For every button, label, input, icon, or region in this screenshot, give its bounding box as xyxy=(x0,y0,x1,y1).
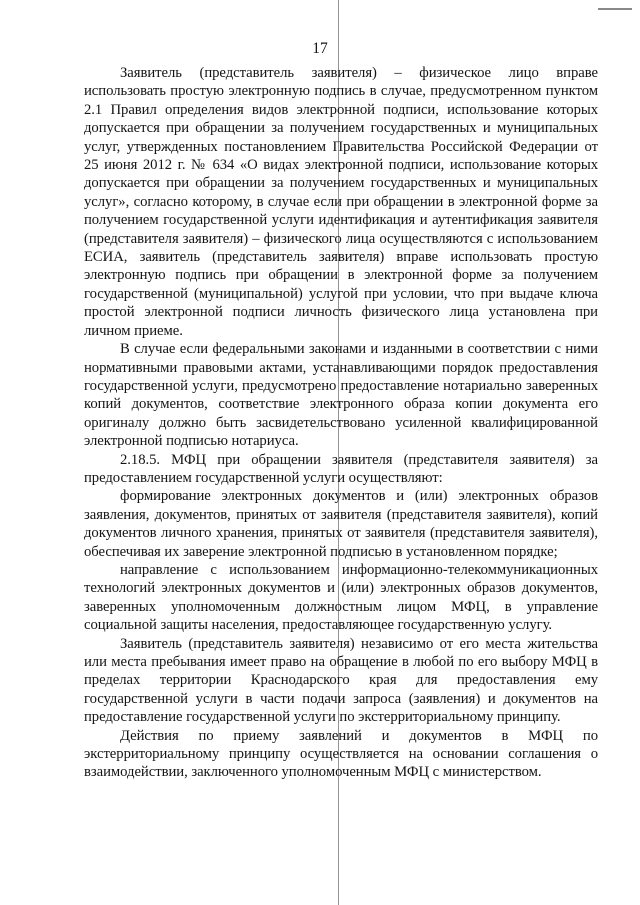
paragraph-extraterritorial-right: Заявитель (представитель заявителя) независимо от его места жительства или места пребывания имеет право на обращение в любой по его выбору МФЦ в пределах территории Краснодарского края для предоставления ему государственной услуги в части подачи запроса (заявления) и документов на предоставление государственной услуги по экстерриториальному принципу. xyxy=(84,635,598,726)
paragraph-notarial-copies: В случае если федеральными законами и изданными в соответствии с ними нормативными правовыми актами, устанавливающими порядок предоставления государственной услуги, предусмотрено предоставление нотариально заверенных копий документов, соответствие электронного образа копии документа его оригиналу должно быть засвидетельствовано усиленной квалифицированной электронной подписью нотариуса. xyxy=(84,341,598,450)
paragraph-mfc-sending: направление с использованием информационно-телекоммуникационных технологий электронных документов и (или) электронных образов документов, заверенных уполномоченным должностным лицом МФЦ, в управление социальной защиты населения, предоставляющее государственную услугу. xyxy=(84,561,598,634)
paragraph-mfc-forming: формирование электронных документов и (или) электронных образов заявления, документов, принятых от заявителя (представителя заявителя), копий документов личного хранения, принятых от заявителя (представителя заявителя), обеспечивая их заверение электронной подписью в установленном порядке; xyxy=(84,488,598,560)
paragraph-simple-signature: Заявитель (представитель заявителя) – физическое лицо вправе использовать простую электронную подпись в случае, предусмотренном пунктом 2.1 Правил определения видов электронной подписи, использование которых допускается при обращении за получением государственных и муниципальных услуг, утвержденных постановлением Правительства Российской Федерации от 25 июня 2012 г. № 634 «О видах электронной подписи, использование которых допускается при обращении за получением государственных и муниципальных услуг», согласно которому, в случае если при обращении в электронной форме за получением государственной услуги идентификация и аутентификация заявителя (представителя заявителя) – физического лица осуществляются с использованием ЕСИА, заявитель (представитель заявителя) вправе использовать простую электронную подпись при обращении в электронной форме за получением государственной (муниципальной) услугой при условии, что при выдаче ключа простой электронной подписи личность физического лица установлена при личном приеме. xyxy=(84,65,598,339)
page-number: 17 xyxy=(312,40,328,57)
paragraph-mfc-intro: 2.18.5. МФЦ при обращении заявителя (представителя заявителя) за предоставлением государственной услуги осуществляют: xyxy=(84,451,598,486)
paragraph-extraterritorial-agreement: Действия по приему заявлений и документов в МФЦ по экстерриториальному принципу осуществляется на основании соглашения о взаимодействии, заключенного уполномоченным МФЦ с министерством. xyxy=(84,727,598,781)
scan-corner-mark xyxy=(598,8,632,10)
document-body xyxy=(84,64,598,782)
